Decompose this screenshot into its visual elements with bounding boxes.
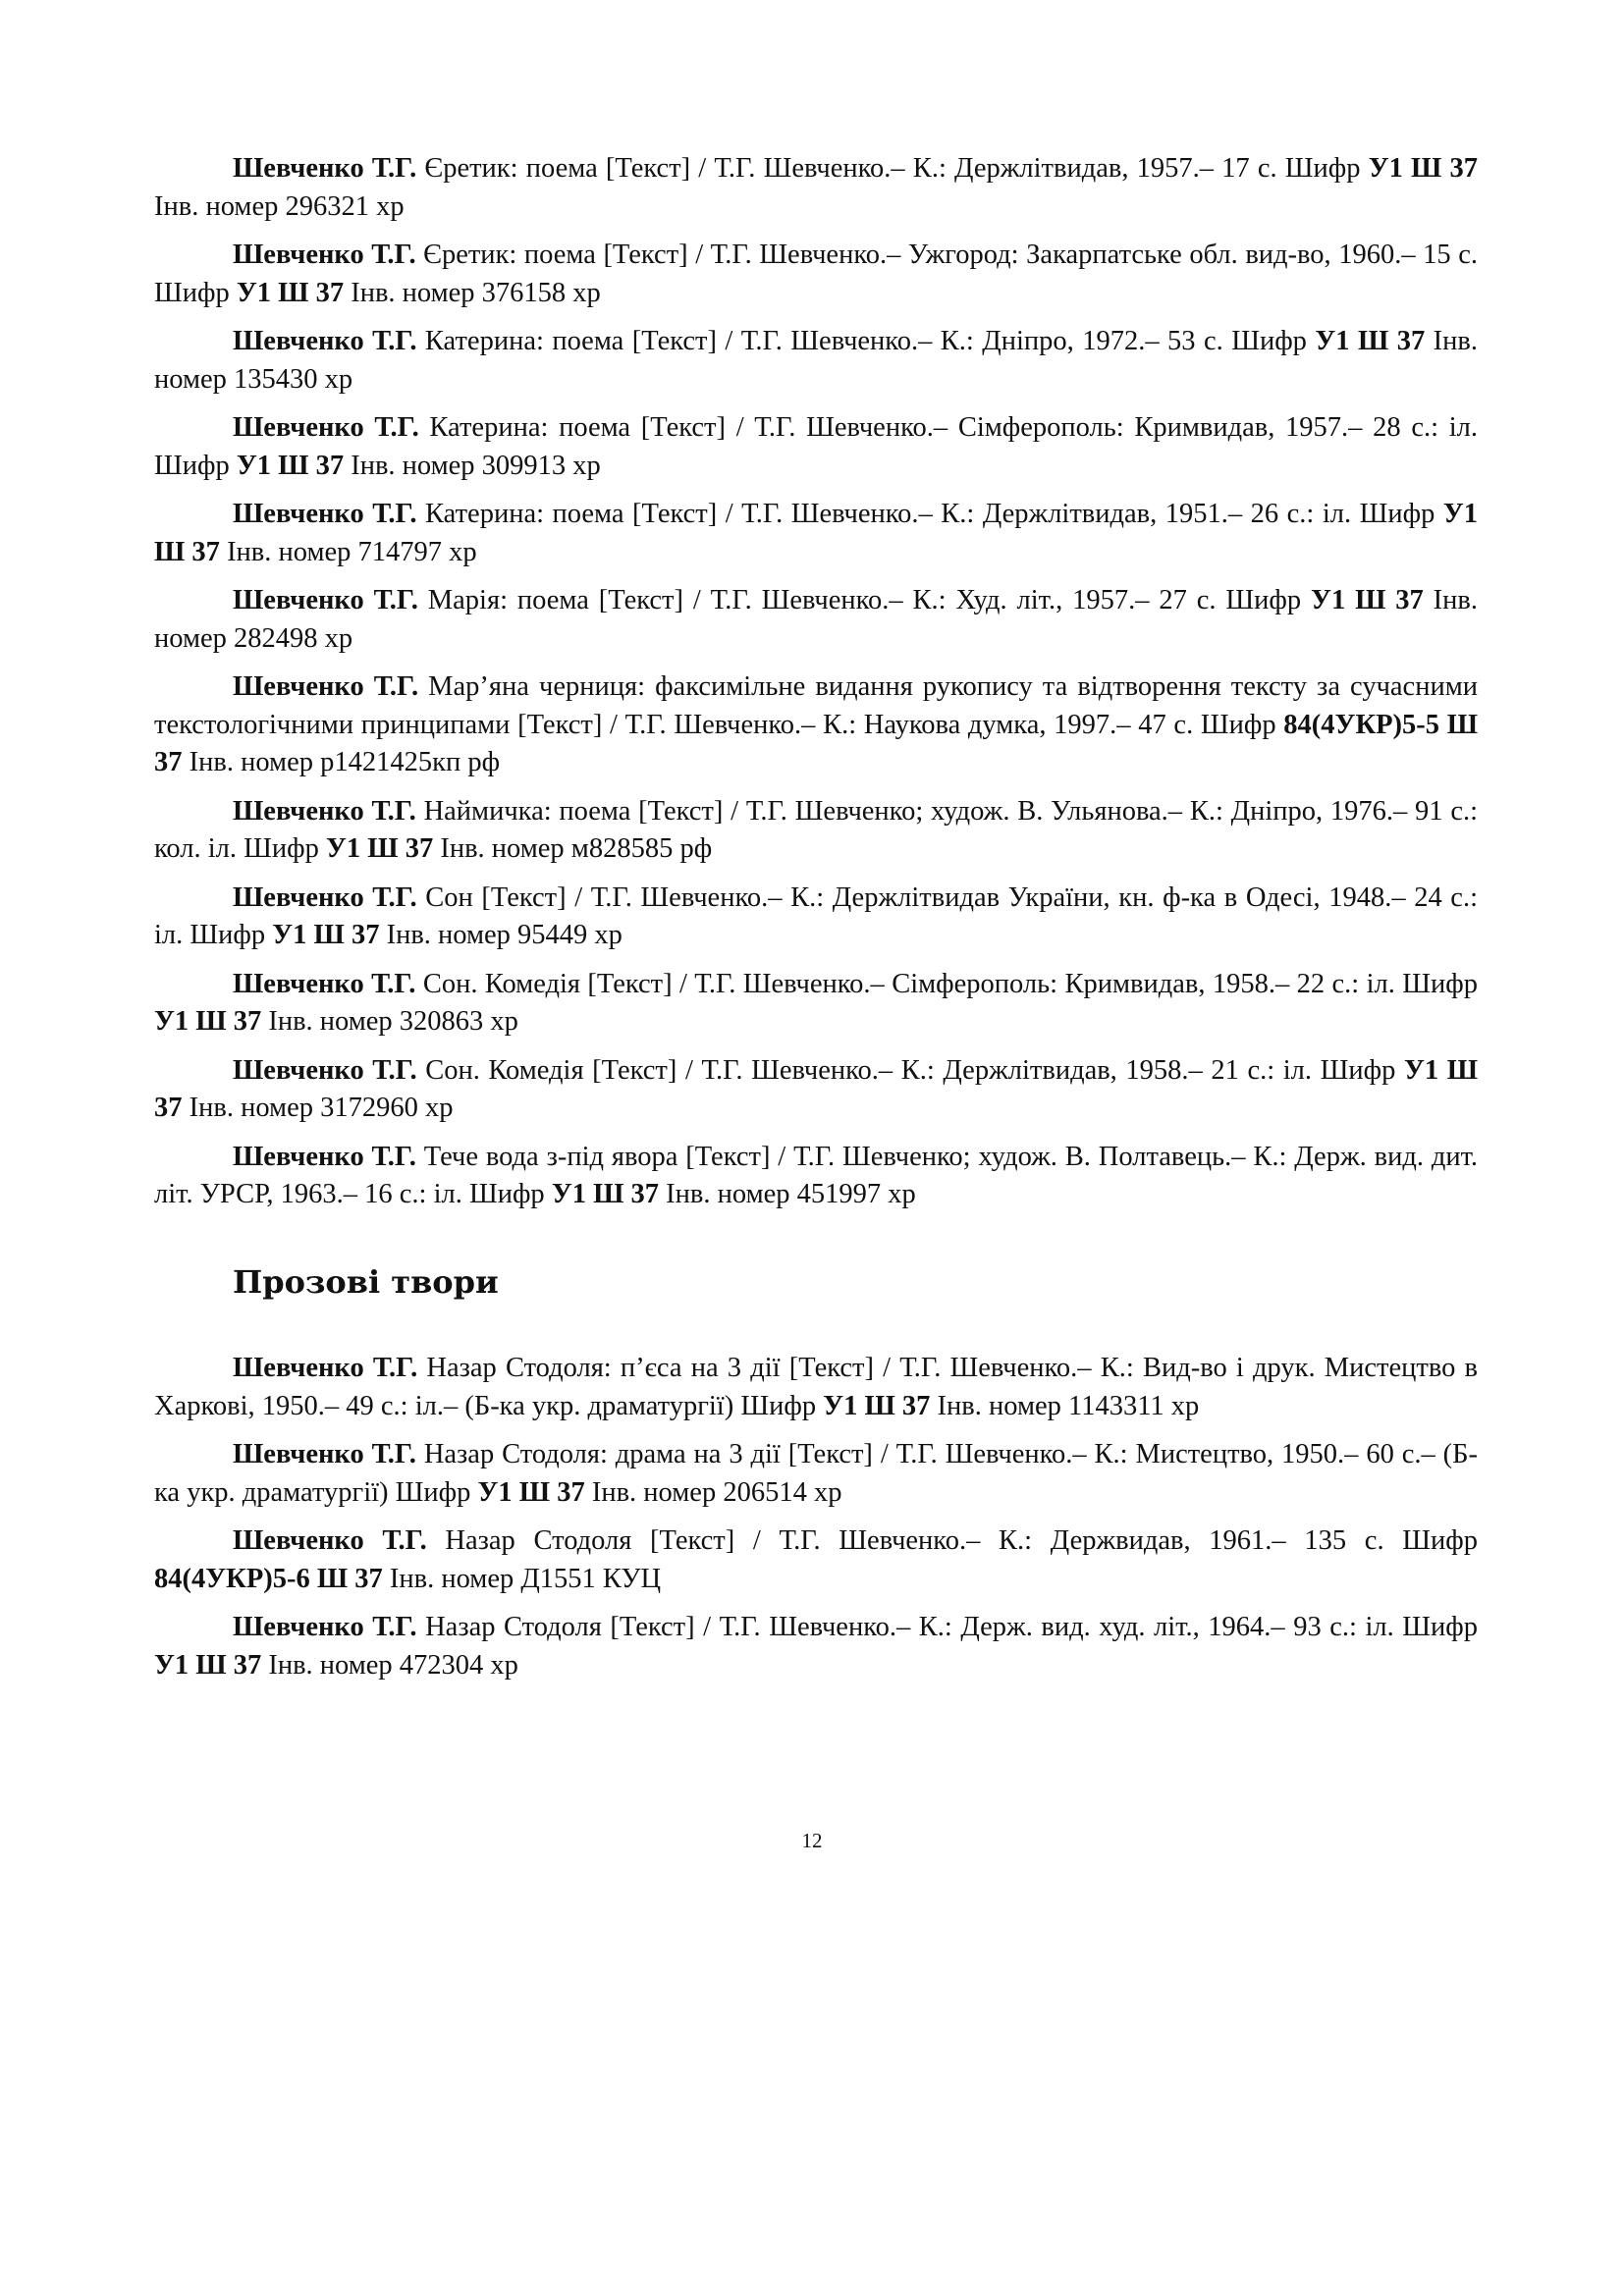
entry-cipher: У1 Ш 37 [1368, 153, 1478, 184]
entry-inventory-number: Інв. номер 1143311 хр [930, 1390, 1200, 1421]
entry-inventory-number: Інв. номер 376158 хр [344, 277, 601, 308]
entry-cipher: У1 Ш 37 [325, 833, 434, 864]
entry-inventory-number: Інв. номер 135430 хр [154, 326, 1478, 395]
entry-inventory-number: Інв. номер 714797 хр [219, 536, 477, 567]
entry-inventory-number: Інв. номер Д1551 КУЦ [382, 1563, 662, 1594]
bibliography-entry [154, 880, 1478, 955]
entry-inventory-number: Інв. номер м828585 рф [433, 833, 713, 864]
entry-author: Шевченко Т.Г. [233, 1612, 417, 1642]
entry-inventory-number: Інв. номер 95449 хр [379, 920, 623, 950]
entry-description: Сон. Комедія [Текст] / Т.Г. Шевченко.– К.: Держлітвидав, 1958.– 21 с.: іл. Шифр [416, 1054, 1404, 1086]
entry-description: Катерина: поема [Текст] / Т.Г. Шевченко.– Сімферополь: Кримвидав, 1957.– 28 с.: іл. Шифр [154, 412, 1478, 481]
entry-author: Шевченко Т.Г. [233, 1439, 416, 1469]
entry-inventory-number: Інв. номер 472304 хр [261, 1649, 518, 1681]
entry-description: Назар Стодоля [Текст] / Т.Г. Шевченко.– К.: Держвидав, 1961.– 135 с. Шифр [426, 1525, 1478, 1556]
entry-cipher: У1 Ш 37 [272, 920, 380, 950]
entry-inventory-number: Інв. номер 320863 хр [261, 1006, 518, 1037]
bibliography-entry [154, 323, 1478, 399]
entry-author: Шевченко Т.Г. [233, 326, 417, 356]
bibliography-entry [154, 668, 1478, 782]
entry-author: Шевченко Т.Г. [233, 585, 418, 615]
bibliography-entry [154, 1609, 1478, 1684]
entry-description: Мар’яна черниця: факсимільне видання рукопису та відтворення тексту за сучасними текстологічними принципами [Текст] / Т.Г. Шевченко.– К.: Наукова думка, 1997.– 47 с. Шифр [154, 671, 1478, 740]
entry-description: Назар Стодоля: п’єса на 3 дії [Текст] / Т.Г. Шевченко.– К.: Вид-во і друк. Мистецтво в Харкові, 1950.– 49 с.: іл.– (Б-ка укр. драматургії) Шифр [154, 1353, 1478, 1421]
entry-description: Тече вода з-під явора [Текст] / Т.Г. Шевченко; худож. В. Полтавець.– К.: Держ. вид. дит. літ. УРСР, 1963.– 16 с.: іл. Шифр [154, 1141, 1479, 1209]
entry-author: Шевченко Т.Г. [233, 1141, 416, 1172]
entry-author: Шевченко Т.Г. [233, 795, 416, 827]
entry-description: Марія: поема [Текст] / Т.Г. Шевченко.– К.: Худ. літ., 1957.– 27 с. Шифр [417, 585, 1312, 615]
entry-author: Шевченко Т.Г. [233, 1353, 418, 1383]
entry-author: Шевченко Т.Г. [233, 153, 417, 184]
bibliography-entry [154, 1350, 1478, 1425]
entry-inventory-number: Інв. номер 282498 хр [154, 585, 1479, 654]
prose-entries [154, 1350, 1478, 1695]
poetry-entries [154, 150, 1478, 1225]
entry-description: Наймичка: поема [Текст] / Т.Г. Шевченко; худож. В. Ульянова.– К.: Дніпро, 1976.– 91 с.: кол. іл. Шифр [154, 795, 1479, 864]
entry-author: Шевченко Т.Г. [233, 412, 419, 443]
entry-description: Катерина: поема [Текст] / Т.Г. Шевченко.– К.: Держлітвидав, 1951.– 26 с.: іл. Шифр [416, 499, 1443, 529]
entry-inventory-number: Інв. номер 309913 хр [344, 450, 601, 481]
bibliography-entry [154, 1436, 1478, 1512]
bibliography-entry [154, 1522, 1478, 1598]
bibliography-entry [154, 793, 1478, 869]
entry-cipher: У1 Ш 37 [236, 277, 345, 308]
entry-author: Шевченко Т.Г. [233, 240, 416, 270]
entry-cipher: У1 Ш 37 [154, 1649, 262, 1681]
entry-inventory-number: Інв. номер 3172960 хр [182, 1093, 454, 1123]
entry-description: Назар Стодоля: драма на 3 дії [Текст] / Т.Г. Шевченко.– К.: Мистецтво, 1950.– 60 с.– (Б-ка укр. драматургії) Шифр [154, 1439, 1478, 1508]
entry-author: Шевченко Т.Г. [233, 1525, 427, 1556]
bibliography-entry [154, 1139, 1478, 1214]
entry-author: Шевченко Т.Г. [233, 968, 416, 999]
entry-author: Шевченко Т.Г. [233, 1054, 417, 1086]
entry-description: Єретик: поема [Текст] / Т.Г. Шевченко.– Ужгород: Закарпатське обл. вид-во, 1960.– 15 с. Шифр [154, 240, 1478, 308]
bibliography-entry [154, 150, 1478, 226]
entry-cipher: 84(4УКР)5-6 Ш 37 [154, 1563, 383, 1594]
bibliography-entry [154, 1052, 1478, 1128]
bibliography-entry [154, 409, 1478, 485]
bibliography-entry [154, 237, 1478, 312]
entry-cipher: У1 Ш 37 [823, 1390, 931, 1421]
entry-description: Катерина: поема [Текст] / Т.Г. Шевченко.– К.: Дніпро, 1972.– 53 с. Шифр [416, 326, 1316, 356]
entry-description: Єретик: поема [Текст] / Т.Г. Шевченко.– К.: Держлітвидав, 1957.– 17 с. Шифр [416, 153, 1369, 184]
entry-description: Назар Стодоля [Текст] / Т.Г. Шевченко.– К.: Держ. вид. худ. літ., 1964.– 93 с.: іл. Шифр [416, 1612, 1479, 1642]
entry-author: Шевченко Т.Г. [233, 881, 417, 913]
entry-inventory-number: Інв. номер 451997 хр [659, 1179, 916, 1209]
entry-cipher: У1 Ш 37 [154, 1006, 262, 1037]
section-heading: Прозові твори [233, 1263, 499, 1301]
entry-author: Шевченко Т.Г. [233, 671, 419, 702]
entry-inventory-number: Інв. номер р1421425кп рф [182, 747, 501, 777]
bibliography-entry [154, 496, 1478, 571]
entry-cipher: 84(4УКР)5-5 Ш 37 [154, 709, 1478, 777]
bibliography-entry [154, 966, 1478, 1041]
entry-inventory-number: Інв. номер 206514 хр [584, 1476, 842, 1508]
entry-inventory-number: Інв. номер 296321 хр [154, 190, 405, 222]
entry-author: Шевченко Т.Г. [233, 499, 417, 529]
entry-cipher: У1 Ш 37 [1311, 585, 1424, 615]
bibliography-entry [154, 582, 1478, 658]
entry-cipher: У1 Ш 37 [236, 450, 345, 481]
entry-description: Сон [Текст] / Т.Г. Шевченко.– К.: Держлітвидав України, кн. ф-ка в Одесі, 1948.– 24 с.: іл. Шифр [154, 881, 1479, 950]
entry-cipher: У1 Ш 37 [154, 1054, 1478, 1123]
entry-cipher: У1 Ш 37 [1315, 326, 1426, 356]
entry-cipher: У1 Ш 37 [154, 499, 1478, 567]
entry-description: Сон. Комедія [Текст] / Т.Г. Шевченко.– Сімферополь: Кримвидав, 1958.– 22 с.: іл. Шифр [415, 968, 1478, 999]
entry-cipher: У1 Ш 37 [477, 1476, 585, 1508]
entry-cipher: У1 Ш 37 [551, 1179, 660, 1209]
page-number: 12 [801, 1829, 823, 1852]
